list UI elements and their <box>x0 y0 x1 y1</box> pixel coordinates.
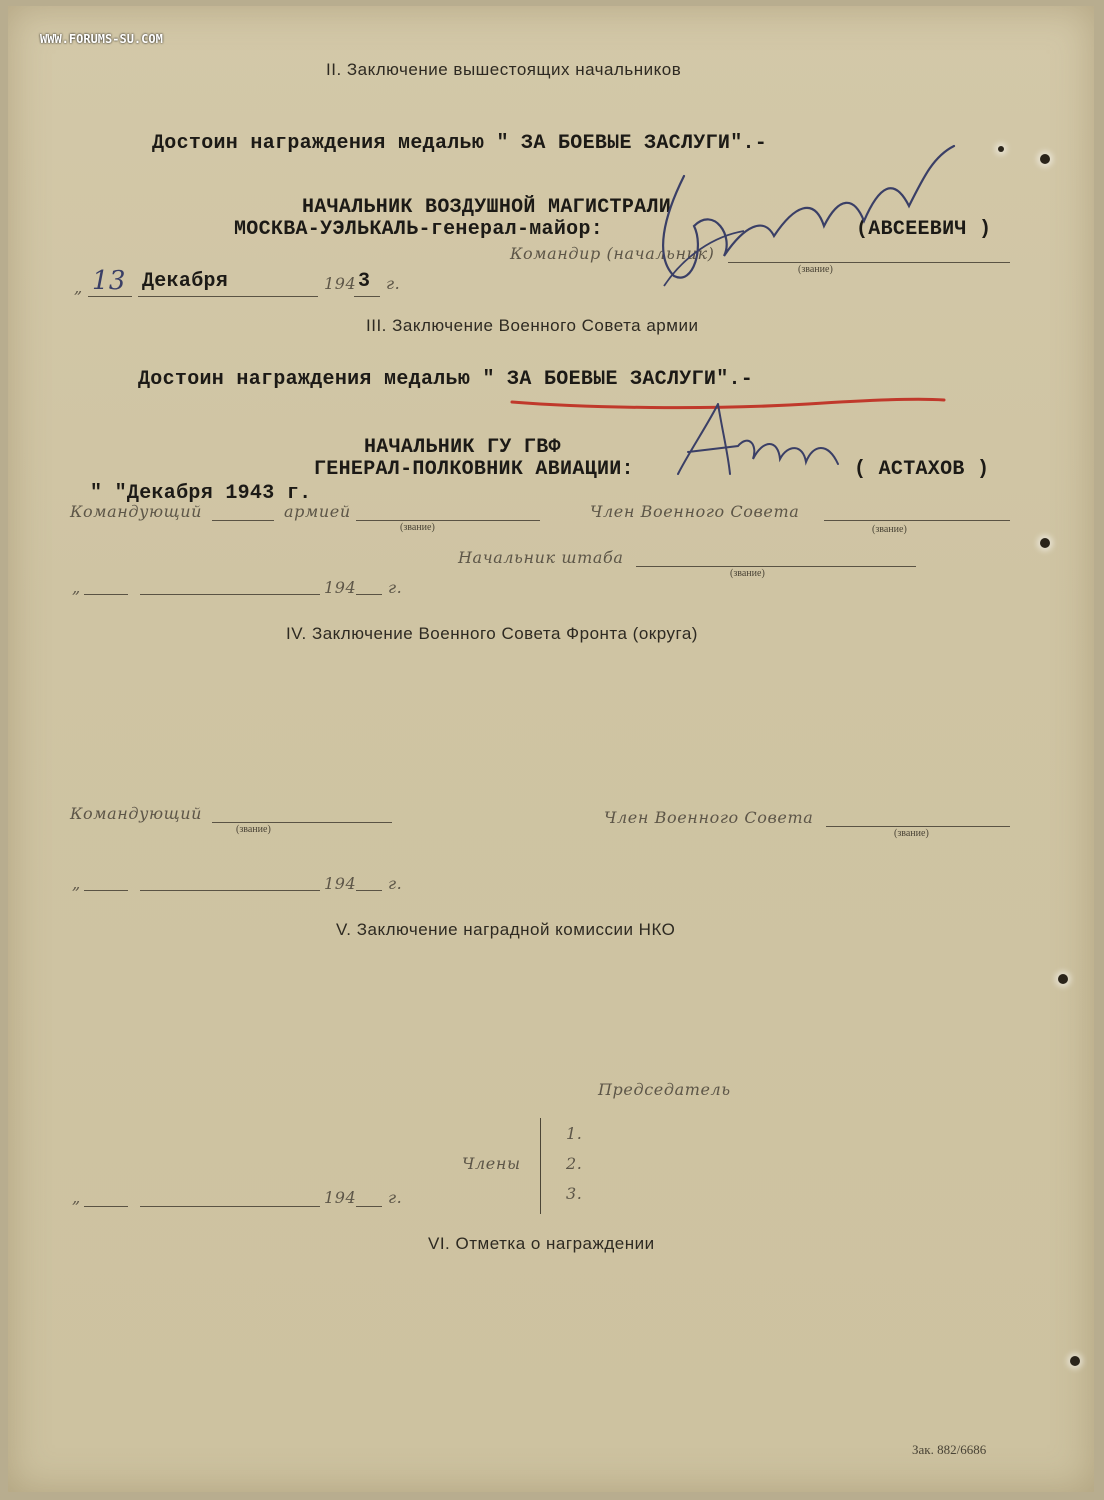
section3-council-line <box>824 520 1010 521</box>
section3-title-line2: ГЕНЕРАЛ-ПОЛКОВНИК АВИАЦИИ: <box>314 458 634 481</box>
watermark-text: WWW.FORUMS-SU.COM <box>40 32 163 46</box>
section2-rank-hint: (звание) <box>798 264 833 275</box>
section3-army-line <box>356 520 540 521</box>
section2-name: (АВСЕЕВИЧ ) <box>856 218 992 241</box>
signature-astakhov <box>668 394 848 484</box>
section3-title-line1: НАЧАЛЬНИК ГУ ГВФ <box>364 436 561 459</box>
members-brace <box>540 1118 541 1214</box>
section3-rank-hint-3: (звание) <box>730 568 765 579</box>
section4-council-line <box>826 826 1010 827</box>
section5-chairman-label: Председатель <box>598 1080 731 1099</box>
document-page <box>8 6 1094 1492</box>
section6-heading: VI. Отметка о награждении <box>428 1234 655 1253</box>
section4-year-line <box>356 890 382 891</box>
section5-member-3: 3. <box>566 1184 583 1203</box>
section3-date-g: г. <box>388 578 403 597</box>
section3-heading: III. Заключение Военного Совета армии <box>366 316 699 335</box>
section4-day-line <box>84 890 128 891</box>
section3-day-line <box>84 594 128 595</box>
section5-month-line <box>140 1206 320 1207</box>
section2-title-line2: МОСКВА-УЭЛЬКАЛЬ-генерал-майор: <box>234 218 604 241</box>
section3-chief-of-staff-label: Начальник штаба <box>458 548 624 567</box>
section3-army-label: армией <box>284 502 351 521</box>
section3-month-line <box>140 594 320 595</box>
section4-date-g: г. <box>388 874 403 893</box>
punch-hole <box>998 146 1004 152</box>
section2-date-g: г. <box>386 274 401 293</box>
punch-hole <box>1040 538 1050 548</box>
section3-commander-line <box>212 520 274 521</box>
section4-rank-hint-2: (звание) <box>894 828 929 839</box>
section3-date-quote: „ <box>72 578 81 597</box>
punch-hole <box>1058 974 1068 984</box>
section2-date-day: 13 <box>92 266 126 296</box>
punch-hole <box>1040 154 1050 164</box>
section2-date-quote: „ <box>74 278 83 297</box>
section3-rank-hint-1: (звание) <box>400 522 435 533</box>
section2-date-year-prefix: 194 <box>324 274 357 293</box>
section5-heading: V. Заключение наградной комиссии НКО <box>336 920 676 939</box>
section4-date-quote: „ <box>72 874 81 893</box>
section2-year-line <box>354 296 380 297</box>
section5-members-label: Члены <box>462 1154 521 1173</box>
section2-title-line1: НАЧАЛЬНИК ВОЗДУШНОЙ МАГИСТРАЛИ <box>302 196 672 219</box>
section2-month-line <box>138 296 318 297</box>
signature-avseevich <box>624 136 964 296</box>
section3-typed-date: " "Декабря 1943 г. <box>90 482 312 505</box>
section3-date-year: 194 <box>324 578 357 597</box>
section3-chief-line <box>636 566 916 567</box>
section5-member-1: 1. <box>566 1124 583 1143</box>
section5-date-g: г. <box>388 1188 403 1207</box>
section4-date-year: 194 <box>324 874 357 893</box>
section3-year-line <box>356 594 382 595</box>
section3-rank-hint-2: (звание) <box>872 524 907 535</box>
section2-day-line <box>88 296 132 297</box>
section5-member-2: 2. <box>566 1154 583 1173</box>
section4-commander-line <box>212 822 392 823</box>
section3-conclusion: Достоин награждения медалью " ЗА БОЕВЫЕ ЗАСЛУГИ".- <box>138 368 754 391</box>
section4-rank-hint-1: (звание) <box>236 824 271 835</box>
section2-date-year-suffix: 3 <box>358 270 371 293</box>
section4-council-member-label: Член Военного Совета <box>604 808 814 827</box>
section5-year-line <box>356 1206 382 1207</box>
section3-council-member-label: Член Военного Совета <box>590 502 800 521</box>
section4-commander-label: Командующий <box>70 804 203 823</box>
section5-date-year: 194 <box>324 1188 357 1207</box>
section4-month-line <box>140 890 320 891</box>
section3-name: ( АСТАХОВ ) <box>854 458 990 481</box>
section2-heading: II. Заключение вышестоящих начальников <box>326 60 682 79</box>
section5-date-quote: „ <box>72 1188 81 1207</box>
section2-commander-label: Командир (начальник) <box>510 244 715 263</box>
punch-hole <box>1070 1356 1080 1366</box>
order-number: Зак. 882/6686 <box>912 1442 987 1457</box>
section3-army-commander-label: Командующий <box>70 502 203 521</box>
section5-day-line <box>84 1206 128 1207</box>
section4-heading: IV. Заключение Военного Совета Фронта (округа) <box>286 624 698 643</box>
section2-conclusion: Достоин награждения медалью " ЗА БОЕВЫЕ ЗАСЛУГИ".- <box>152 132 768 155</box>
section2-date-month: Декабря <box>142 270 229 293</box>
